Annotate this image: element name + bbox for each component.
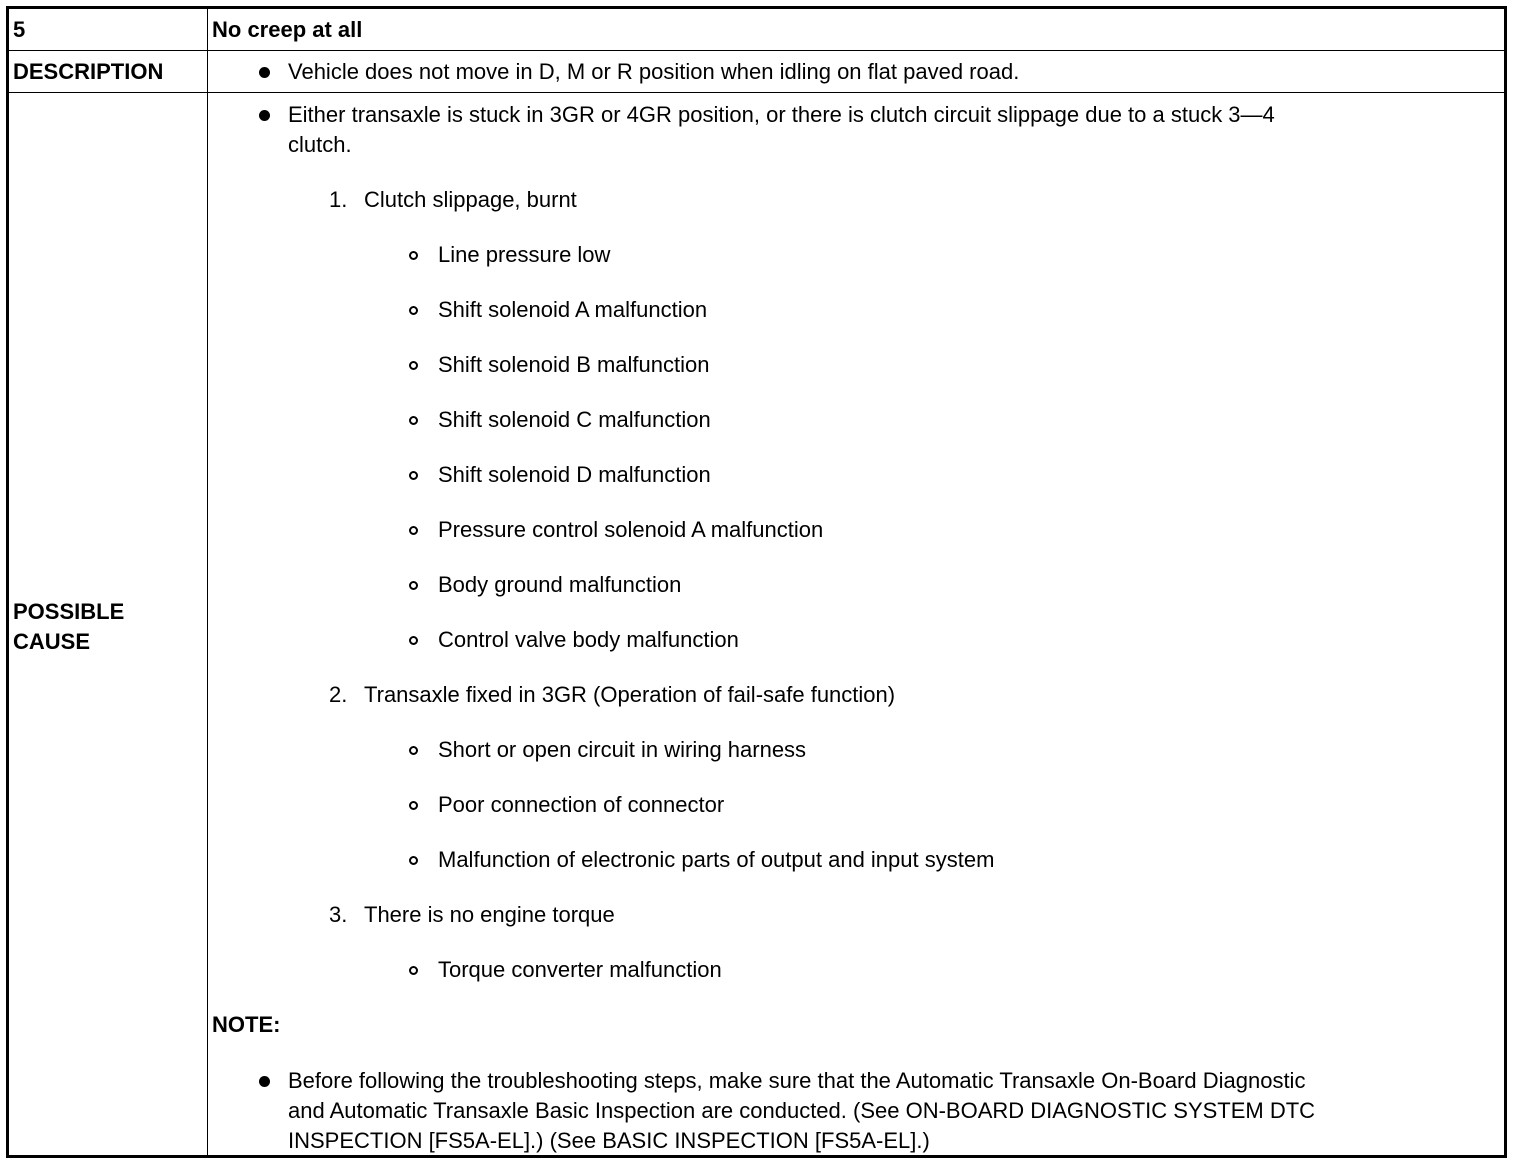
- cause-3-number: 3.: [329, 902, 348, 927]
- circle-bullet-icon: [409, 856, 418, 865]
- bullet-icon: [259, 110, 270, 121]
- cause-2-item: Poor connection of connector: [438, 792, 725, 817]
- possible-cause-row: [9, 93, 1504, 1158]
- cause-1-item: Shift solenoid C malfunction: [438, 407, 711, 432]
- description-text: Vehicle does not move in D, M or R position when idling on flat paved road.: [288, 59, 1020, 84]
- bullet-icon: [259, 1076, 270, 1087]
- cause-2-item: Short or open circuit in wiring harness: [438, 737, 807, 762]
- note-text-line3: INSPECTION [FS5A-EL].) (See BASIC INSPECTION [FS5A-EL].): [288, 1128, 930, 1153]
- circle-bullet-icon: [409, 471, 418, 480]
- possible-cause-label: [13, 597, 124, 657]
- symptom-title: No creep at all: [212, 17, 363, 42]
- circle-bullet-icon: [409, 581, 418, 590]
- cause-intro-line1: Either transaxle is stuck in 3GR or 4GR position, or there is clutch circuit slippage due to a stuck 3—4: [288, 102, 1275, 127]
- cause-1-item: Line pressure low: [438, 242, 611, 267]
- cause-2-number: 2.: [329, 682, 348, 707]
- column-divider: [207, 9, 208, 50]
- circle-bullet-icon: [409, 636, 418, 645]
- cause-1-item: Body ground malfunction: [438, 572, 682, 597]
- circle-bullet-icon: [409, 966, 418, 975]
- cause-1-item: Pressure control solenoid A malfunction: [438, 517, 824, 542]
- header-row: [9, 9, 1504, 51]
- column-divider: [207, 51, 208, 92]
- circle-bullet-icon: [409, 416, 418, 425]
- description-row: [9, 51, 1504, 93]
- cause-2-title: Transaxle fixed in 3GR (Operation of fail-safe function): [364, 682, 896, 707]
- description-label: DESCRIPTION: [13, 59, 164, 84]
- cause-1-item: Control valve body malfunction: [438, 627, 739, 652]
- note-text-line2: and Automatic Transaxle Basic Inspection are conducted. (See ON-BOARD DIAGNOSTIC SYSTEM DTC: [288, 1098, 1316, 1123]
- bullet-icon: [259, 67, 270, 78]
- cause-1-item: Shift solenoid A malfunction: [438, 297, 708, 322]
- troubleshooting-table: [6, 6, 1507, 1158]
- cause-3-item: Torque converter malfunction: [438, 957, 722, 982]
- circle-bullet-icon: [409, 361, 418, 370]
- cause-1-item: Shift solenoid D malfunction: [438, 462, 711, 487]
- cause-3-title: There is no engine torque: [364, 902, 615, 927]
- cause-1-title: Clutch slippage, burnt: [364, 187, 577, 212]
- symptom-number: 5: [13, 17, 26, 42]
- circle-bullet-icon: [409, 526, 418, 535]
- circle-bullet-icon: [409, 306, 418, 315]
- cause-1-number: 1.: [329, 187, 348, 212]
- circle-bullet-icon: [409, 801, 418, 810]
- possible-cause-label-line1: POSSIBLE: [13, 599, 125, 624]
- note-label: NOTE:: [212, 1012, 281, 1037]
- circle-bullet-icon: [409, 251, 418, 260]
- cause-2-item: Malfunction of electronic parts of output and input system: [438, 847, 995, 872]
- circle-bullet-icon: [409, 746, 418, 755]
- possible-cause-label-line2: CAUSE: [13, 629, 91, 654]
- cause-intro-line2: clutch.: [288, 132, 352, 157]
- note-text-line1: Before following the troubleshooting steps, make sure that the Automatic Transaxle On-Board Diagnostic: [288, 1068, 1306, 1093]
- column-divider: [207, 93, 208, 1158]
- cause-1-item: Shift solenoid B malfunction: [438, 352, 710, 377]
